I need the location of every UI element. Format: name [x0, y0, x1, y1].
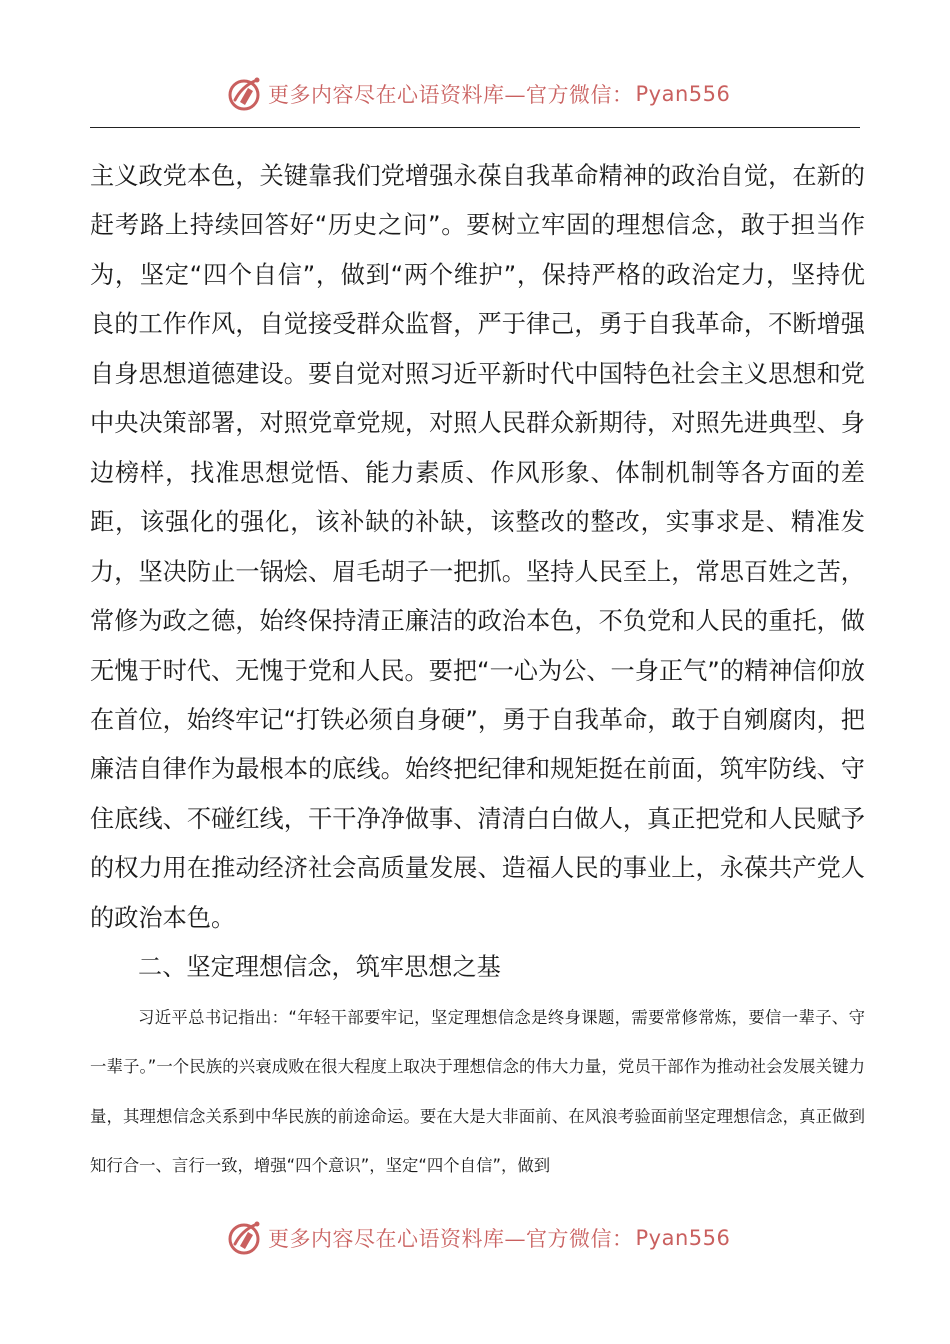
page-footer — [0, 1212, 950, 1262]
footer-banner-text: 更多内容尽在心语资料库—官方微信： — [268, 1227, 634, 1251]
footer-wechat-id: Pyan556 — [635, 1226, 731, 1250]
footer-banner — [226, 1216, 730, 1260]
body-paragraph: 主义政党本色，关键靠我们党增强永葆自我革命精神的政治自觉，在新的赶考路上持续回答好“历史之问”。要树立牢固的理想信念，敢于担当作为，坚定“四个自信”，做到“两个维护”，保持严格的政治定力，坚持优良的工作作风，自觉接受群众监督，严于律己，勇于自我革命，不断增强自身思想道德建设。要自觉对照习近平新时代中国特色社会主义思想和党中央决策部署，对照党章党规，对照人民群众新期待，对照先进典型、身边榜样，找准思想觉悟、能力素质、作风形象、体制机制等各方面的差距，该强化的强化，该补缺的补缺，该整改的整改，实事求是、精准发力，坚决防止一锅烩、眉毛胡子一把抓。坚持人民至上，常思百姓之苦，常修为政之德，始终保持清正廉洁的政治本色，不负党和人民的重托，做无愧于时代、无愧于党和人民。要把“一心为公、一身正气”的精神信仰放在首位，始终牢记“打铁必须自身硬”，勇于自我革命，敢于自剜腐肉，把廉洁自律作为最根本的底线。始终把纪律和规矩挺在前面，筑牢防线、守住底线、不碰红线，干干净净做事、清清白白做人，真正把党和人民赋予的权力用在推动经济社会高质量发展、造福人民的事业上，永葆共产党人的政治本色。 — [90, 162, 865, 932]
header-banner-text: 更多内容尽在心语资料库—官方微信： — [268, 83, 634, 107]
page-header — [0, 68, 950, 118]
body-paragraph-small: 习近平总书记指出：“年轻干部要牢记，坚定理想信念是终身课题，需要常修常炼，要信一辈子、守一辈子。”一个民族的兴衰成败在很大程度上取决于理想信念的伟大力量，党员干部作为推动社会发展关键力量，其理想信念关系到中华民族的前途命运。要在大是大非面前、在风浪考验面前坚定理想信念，真正做到知行合一、言行一致，增强“四个意识”，坚定“四个自信”，做到 — [90, 1007, 865, 1175]
library-logo-icon — [226, 74, 266, 114]
section-heading: 二、坚定理想信念，筑牢思想之基 — [138, 953, 501, 982]
header-banner — [226, 72, 730, 116]
header-wechat-id: Pyan556 — [635, 82, 731, 106]
document-body — [90, 152, 865, 1190]
header-divider — [90, 127, 860, 128]
library-logo-icon — [226, 1218, 266, 1258]
